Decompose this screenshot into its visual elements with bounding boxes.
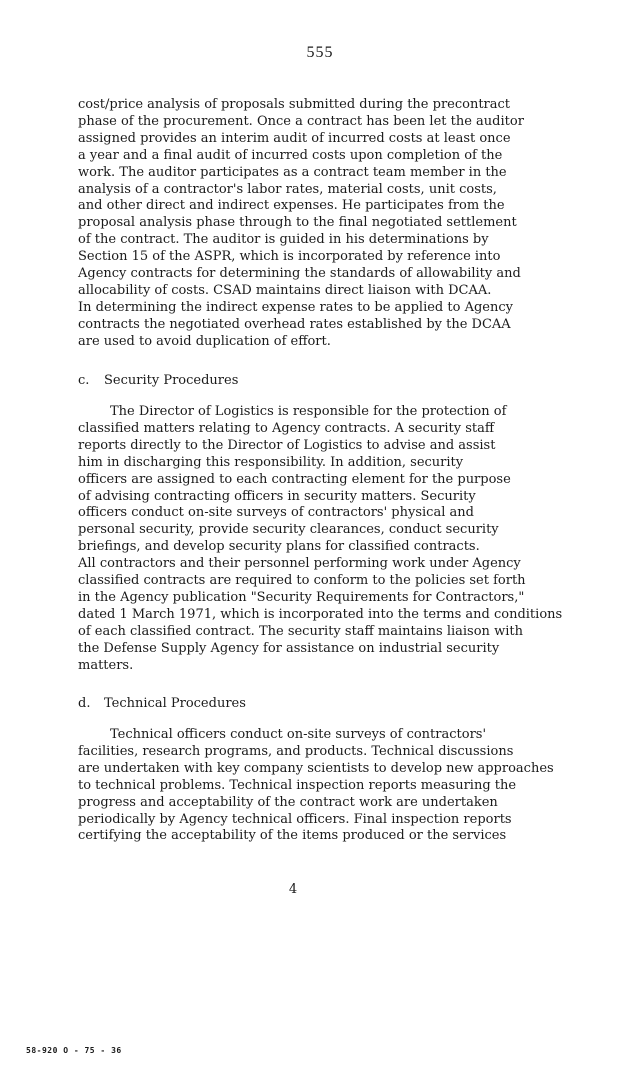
text-line: to technical problems. Technical inspection reports measuring the — [78, 777, 517, 793]
text-line: Section 15 of the ASPR, which is incorporated by reference into — [78, 249, 501, 265]
section-heading-technical — [78, 695, 246, 712]
text-line: briefings, and develop security plans for classified contracts. — [78, 539, 480, 555]
print-code: 58-920 O - 75 - 36 — [26, 1046, 122, 1055]
text-line: of advising contracting officers in security matters. Security — [78, 488, 476, 504]
section-title: Technical Procedures — [104, 696, 246, 711]
text-line: classified contracts are required to conform to the policies set forth — [78, 573, 526, 589]
text-line: are undertaken with key company scientists to develop new approaches — [78, 760, 554, 776]
text-line: of each classified contract. The security staff maintains liaison with — [78, 623, 523, 639]
text-line: certifying the acceptability of the items produced or the services — [78, 828, 507, 844]
text-line: All contractors and their personnel performing work under Agency — [78, 556, 521, 572]
text-line: and other direct and indirect expenses. He participates from the — [78, 198, 505, 214]
footer-page-number: 4 — [288, 882, 298, 897]
text-line: reports directly to the Director of Logistics to advise and assist — [78, 437, 496, 453]
text-line: work. The auditor participates as a contract team member in the — [78, 164, 507, 180]
text-line: officers are assigned to each contracting element for the purpose — [78, 471, 511, 487]
text-line: in the Agency publication "Security Requirements for Contractors," — [78, 589, 525, 605]
text-line: classified matters relating to Agency contracts. A security staff — [78, 420, 495, 436]
paragraph-technical — [78, 727, 588, 845]
section-letter: d. — [78, 696, 91, 711]
text-line: matters. — [78, 657, 134, 673]
section-heading-security — [78, 372, 238, 389]
section-letter: c. — [78, 373, 90, 388]
text-line: periodically by Agency technical officers. Final inspection reports — [78, 811, 512, 827]
text-line: are used to avoid duplication of effort. — [78, 333, 331, 349]
text-line: contracts the negotiated overhead rates established by the DCAA — [78, 316, 511, 332]
text-line: Agency contracts for determining the standards of allowability and — [78, 266, 521, 282]
text-line: facilities, research programs, and products. Technical discussions — [78, 743, 514, 759]
text-line: dated 1 March 1971, which is incorporated into the terms and conditions — [78, 606, 563, 622]
text-line: a year and a final audit of incurred costs upon completion of the — [78, 147, 503, 163]
text-line: him in discharging this responsibility. In addition, security — [78, 454, 464, 470]
paragraph-security — [78, 404, 588, 675]
text-line: cost/price analysis of proposals submitted during the precontract — [78, 97, 511, 112]
text-line: analysis of a contractor's labor rates, material costs, unit costs, — [78, 181, 497, 197]
text-line: officers conduct on-site surveys of contractors' physical and — [78, 505, 474, 521]
page-number: 555 — [306, 44, 334, 61]
text-line: Technical officers conduct on-site surveys of contractors' — [110, 727, 487, 742]
section-title: Security Procedures — [104, 373, 239, 388]
paragraph-audit — [78, 97, 588, 351]
text-line: personal security, provide security clearances, conduct security — [78, 522, 499, 538]
text-line: phase of the procurement. Once a contract has been let the auditor — [78, 113, 524, 129]
text-line: the Defense Supply Agency for assistance on industrial security — [78, 640, 500, 656]
text-line: proposal analysis phase through to the final negotiated settlement — [78, 215, 517, 231]
text-line: progress and acceptability of the contract work are undertaken — [78, 794, 498, 810]
text-line: In determining the indirect expense rates to be applied to Agency — [78, 299, 513, 315]
text-line: allocability of costs. CSAD maintains direct liaison with DCAA. — [78, 282, 492, 298]
text-line: of the contract. The auditor is guided in his determinations by — [78, 232, 489, 248]
text-line: assigned provides an interim audit of incurred costs at least once — [78, 130, 511, 146]
text-line: The Director of Logistics is responsible for the protection of — [110, 404, 507, 419]
